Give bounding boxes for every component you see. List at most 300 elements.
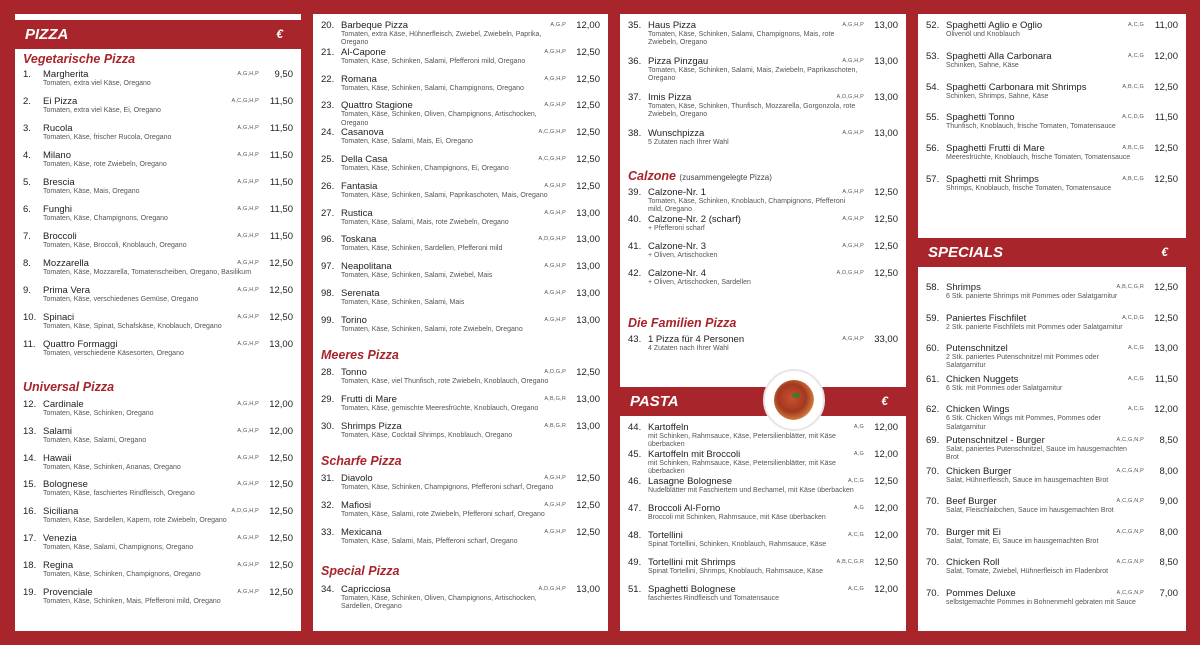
item-name: Della Casa [341,154,388,165]
menu-item-universal [23,533,293,559]
item-description: 2 Stk. panierte Fischfilets mit Pommes oder Salatgarnitur [946,323,1123,331]
menu-item-pizza [321,315,600,341]
menu-item-veg [23,150,293,176]
item-name: Cardinale [43,399,84,410]
item-price: 13,00 [576,234,600,246]
item-description: Broccoli mit Schinken, Rahmsauce, mit Käse überbacken [648,514,826,521]
item-price: 12,50 [576,367,600,378]
item-name: Haus Pizza [648,20,697,31]
calzone-subtitle: (zusammengelegte Pizza) [679,173,772,182]
item-number: 5. [23,177,31,188]
item-number: 38. [628,128,642,139]
item-price: 12,50 [1154,81,1178,93]
menu-item-pasta [628,530,898,556]
menu-item-special [926,282,1178,308]
item-description: Shrimps, Knoblauch, frische Tomaten, Tomatensauce [946,185,1112,192]
item-number: 28. [321,367,335,378]
item-price: 8,00 [1159,465,1178,477]
item-allergens: A,C,G [1128,375,1144,382]
item-allergens: A,G,H,P [237,260,259,266]
item-price: 12,50 [874,476,898,487]
item-allergens: A,C,G [1128,22,1144,28]
item-name: Rustica [341,207,373,219]
item-price: 13,00 [576,314,600,326]
item-allergens: A,C,G,H,P [538,156,566,162]
item-name: Brescia [43,177,75,188]
item-description: + Oliven, Artischocken, Sardellen [648,279,751,286]
item-allergens: A,G [853,424,864,430]
item-description: Tomaten, Käse, Schinken, Oliven, Champignons, Artischocken, Sardellen, Oregano [341,595,537,611]
item-allergens: A,G,H,P [842,58,864,64]
item-name: Quattro Stagione [341,100,413,112]
menu-item-veg [23,339,293,365]
item-name: Capricciosa [341,584,391,595]
menu-item-pizza-house [628,92,898,118]
item-description: 2 Stk. paniertes Putenschnitzel mit Pommes oder Salatgarnitur [946,354,1099,370]
item-name: Burger mit Ei [946,526,1001,538]
item-allergens: A,G,H,P [842,22,864,28]
item-price: 13,00 [874,20,898,31]
item-name: Broccoli [43,231,77,242]
item-allergens: A,D,G,H,P [231,508,259,515]
item-description: Tomaten, Käse, Schinken, Sardellen, Pfefferoni mild [341,245,503,253]
item-description: Tomaten, Käse, Sardellen, Kapern, rote Zwiebeln, Oregano [43,517,227,525]
item-price: 12,50 [576,499,600,511]
menu-item-pizza [321,181,600,207]
item-number: 15. [23,479,37,491]
item-allergens: A,D,G,H,P [836,94,864,100]
menu-item-veg [23,258,293,284]
item-price: 13,00 [576,288,600,299]
menu-item-scharfe [321,527,600,553]
item-price: 12,50 [269,479,293,491]
item-price: 12,50 [874,214,898,225]
item-price: 13,00 [874,128,898,139]
item-name: Barbeque Pizza [341,20,409,31]
menu-item-pizza-house [628,56,898,82]
menu-item-veg [23,69,293,95]
menu-item-pizza [321,74,600,100]
item-name: Calzone-Nr. 4 [648,268,707,279]
menu-item-calzone [628,187,898,213]
menu-item-special [926,435,1178,461]
item-price: 12,00 [269,399,293,410]
item-number: 70. [926,557,940,569]
item-allergens: A,G,H,P [544,528,566,535]
item-number: 45. [628,449,642,460]
item-price: 12,00 [874,530,898,541]
item-allergens: A,B,C,G [1122,176,1144,182]
menu-item-meeres [321,394,600,420]
item-allergens: A,G [853,451,864,457]
item-description: Tomaten, Käse, Champignons, Oregano [43,215,168,222]
item-name: Tonno [341,367,367,378]
item-allergens: A,G,H,P [237,454,259,461]
menu-item-special [926,466,1178,492]
item-number: 17. [23,533,37,544]
item-number: 42. [628,268,642,279]
menu-panel-pasta-specials [918,14,1186,631]
item-allergens: A,G,H,P [544,501,566,508]
item-name: Chicken Roll [946,557,1000,569]
item-description: faschiertes Rindfleisch und Tomatensauce [648,595,780,602]
item-allergens: A,C,G [1128,52,1144,59]
item-description: Tomaten, Käse, Schinken, Champignons, Ei, Oregano [341,165,509,172]
item-price: 13,00 [874,56,898,67]
item-allergens: A,C,D,G [1122,114,1144,121]
item-allergens: A,G,H,P [544,209,566,216]
item-name: Calzone-Nr. 1 [648,187,707,198]
item-number: 1. [23,69,31,80]
menu-item-universal [23,560,293,586]
item-name: Spaghetti Carbonara mit Shrimps [946,81,1087,93]
item-price: 12,50 [269,586,293,598]
item-allergens: A,C,G [848,586,864,592]
item-allergens: A,G,H,P [237,314,259,320]
menu-item-pizza [321,100,600,126]
item-price: 12,50 [576,526,600,538]
item-name: Mafiosi [341,499,372,511]
item-name: Bolognese [43,479,88,491]
item-number: 61. [926,373,940,385]
menu-item-pasta [628,449,898,475]
item-description: Tomaten, Käse, Mozzarella, Tomatenscheiben, Oregano, Basilikum [43,269,252,276]
item-allergens: A,D,G,H,P [538,236,566,243]
item-number: 12. [23,399,37,410]
item-price: 12,00 [874,422,898,433]
item-allergens: A,D,G,P [544,369,566,375]
item-price: 12,50 [269,559,293,571]
menu-item-pizza [321,20,600,46]
item-name: Imis Pizza [648,92,692,103]
item-price: 12,50 [874,268,898,279]
item-name: Venezia [43,533,77,544]
item-description: Tomaten, Käse, Schinken, Oliven, Champignons, Artischocken, Oregano [341,111,537,127]
section-title-familien: Die Familien Pizza [628,316,737,330]
menu-item-special [926,496,1178,522]
item-name: Chicken Burger [946,465,1012,477]
item-number: 49. [628,557,642,568]
item-number: 57. [926,174,940,185]
item-allergens: A,B,C,G,R [836,559,864,565]
menu-item-veg [23,123,293,149]
item-price: 12,50 [576,180,600,192]
item-number: 29. [321,393,335,405]
item-description: Tomaten, Käse, Schinken, Salami, Mais, Zwiebeln, Paprikaschoten, Oregano [648,67,858,83]
menu-item-universal [23,426,293,452]
item-price: 11,50 [269,96,293,107]
item-allergens: A,G,H,P [237,535,259,541]
item-description: Spinat Tortellini, Schinken, Knoblauch, Rahmsauce, Käse [648,541,827,548]
item-number: 10. [23,312,37,323]
item-allergens: A,C,D,G [1122,314,1144,321]
item-number: 53. [926,50,940,62]
item-number: 18. [23,559,37,571]
item-name: Tortellini mit Shrimps [648,557,736,568]
item-number: 22. [321,73,335,85]
item-price: 12,50 [576,46,600,58]
item-description: Tomaten, Käse, Mais, Oregano [43,188,140,195]
item-allergens: A,G,H,P [842,336,864,342]
item-price: 12,50 [269,506,293,518]
item-price: 11,50 [269,150,293,161]
item-price: 13,00 [576,207,600,219]
item-allergens: A,G,H,P [237,152,259,158]
item-description: Tomaten, Käse, Schinken, Champignons, Oregano [43,570,201,578]
menu-item-pasta [628,503,898,529]
menu-item-spaghetti [926,51,1178,77]
item-number: 97. [321,261,335,273]
item-name: Diavolo [341,473,373,484]
item-name: Serenata [341,288,380,299]
item-allergens: A,C,G,H,P [538,129,566,136]
item-name: Al-Capone [341,46,386,58]
item-description: Tomaten, Käse, Salami, Mais, Ei, Oregano [341,138,473,146]
item-description: Schinken, Sahne, Käse [946,61,1019,69]
item-price: 12,50 [576,473,600,484]
item-number: 96. [321,234,335,246]
item-price: 12,50 [576,154,600,165]
item-name: Mexicana [341,526,382,538]
menu-panel-pizza-3-pasta [620,14,906,631]
item-description: Thunfisch, Knoblauch, frische Tomaten, Tomatensauce [946,123,1116,131]
item-allergens: A,C,G [1128,345,1144,352]
item-description: Tomaten, Käse, Schinken, Mais, Pfefferoni mild, Oregano [43,597,221,605]
item-number: 11. [23,339,36,350]
item-allergens: A,G,H,P [237,427,259,434]
item-price: 33,00 [874,334,898,345]
item-name: Lasagne Bolognese [648,476,732,487]
item-number: 3. [23,123,31,134]
item-number: 31. [321,473,335,484]
euro-symbol: € [276,27,283,41]
item-number: 16. [23,506,37,518]
item-description: mit Schinken, Rahmsauce, Käse, Petersilienblätter, mit Käse überbacken [648,433,836,449]
item-description: Nudelblätter mit Faschiertem und Bechamel, mit Käse überbacken [648,487,854,494]
item-description: Tomaten, Käse, Schinken, Salami, Champignons, Oregano [341,84,524,92]
specials-header-bar [918,238,1186,267]
item-price: 11,00 [1154,20,1178,31]
item-description: Olivenöl und Knoblauch [946,31,1020,38]
item-number: 46. [628,476,642,487]
item-number: 6. [23,204,31,215]
item-name: Neapolitana [341,261,392,273]
item-description: Tomaten, Käse, Schinken, Champignons, Pfefferoni scharf, Oregano [341,484,554,491]
item-allergens: A,G,H,P [237,588,259,595]
item-price: 12,50 [874,241,898,252]
item-price: 12,00 [576,20,600,31]
item-description: 6 Stk. Chicken Wings mit Pommes, Pommes oder Salatgarnitur [946,415,1101,431]
euro-symbol: € [881,394,888,408]
item-number: 58. [926,282,940,293]
item-price: 13,00 [1154,343,1178,355]
item-allergens: A,G,H,P [544,290,566,296]
item-number: 27. [321,207,335,219]
item-description: Schinken, Shrimps, Sahne, Käse [946,92,1049,100]
item-name: Shrimps [946,282,981,293]
item-description: Salat, Tomate, Zwiebel, Hühnerfleisch im Fladenbrot [946,568,1109,576]
item-description: Tomaten, Käse, Schinken, Oregano [43,410,154,417]
item-description: Tomaten, Käse, Schinken, Salami, rote Zwiebeln, Oregano [341,325,523,333]
item-name: Romana [341,73,377,85]
item-description: Tomaten, Käse, verschiedenes Gemüse, Oregano [43,296,199,303]
item-name: Beef Burger [946,496,997,508]
item-number: 44. [628,422,642,433]
menu-item-special [926,313,1178,339]
item-name: Spaghetti Frutti di Mare [946,143,1045,155]
item-number: 25. [321,154,335,165]
item-allergens: A,G,H,P [237,481,259,488]
item-price: 13,00 [576,261,600,273]
item-allergens: A,G,H,P [544,263,566,270]
item-allergens: A,G,P [550,22,566,28]
item-price: 12,50 [1154,282,1178,293]
item-description: Tomaten, Käse, Schinken, Salami, Champignons, Mais, rote Zwiebeln, Oregano [648,31,835,47]
menu-item-veg [23,312,293,338]
item-number: 36. [628,56,642,67]
item-price: 12,00 [1154,50,1178,62]
item-price: 12,50 [269,312,293,323]
item-number: 43. [628,334,642,345]
item-description: Tomaten, Käse, faschiertes Rindfleisch, Oregano [43,490,195,498]
item-name: Quattro Formaggi [43,339,118,350]
item-number: 98. [321,288,335,299]
item-price: 12,50 [1154,312,1178,324]
item-number: 70. [926,465,940,477]
item-name: Hawaii [43,452,72,464]
section-title-scharfe: Scharfe Pizza [321,454,402,468]
item-price: 11,50 [1154,112,1178,124]
item-number: 99. [321,314,335,326]
item-allergens: A,B,G,R [544,422,566,429]
menu-item-calzone [628,268,898,294]
item-name: Calzone-Nr. 3 [648,241,707,252]
item-number: 47. [628,503,642,514]
item-price: 11,50 [269,177,293,188]
item-price: 13,00 [576,393,600,405]
section-title-vegetarische: Vegetarische Pizza [23,52,136,66]
item-name: Chicken Nuggets [946,373,1019,385]
item-allergens: A,G,H,P [237,125,259,131]
item-price: 12,50 [1154,174,1178,185]
item-price: 12,50 [576,127,600,139]
item-number: 7. [23,231,31,242]
item-description: + Oliven, Artischocken [648,252,718,259]
item-allergens: A,C,G,N,P [1116,590,1144,596]
item-name: Paniertes Fischfilet [946,312,1027,324]
item-name: Pizza Pinzgau [648,56,709,67]
item-number: 70. [926,588,940,599]
item-allergens: A,G,H,P [237,71,259,77]
item-price: 12,50 [874,187,898,198]
item-name: Spaghetti mit Shrimps [946,174,1039,185]
item-description: Tomaten, Käse, Cocktail Shrimps, Knoblauch, Oregano [341,431,513,439]
item-price: 12,00 [269,425,293,437]
menu-item-pasta [628,476,898,502]
item-name: Putenschnitzel [946,343,1008,355]
item-number: 9. [23,285,31,296]
item-number: 70. [926,526,940,538]
menu-item-spaghetti [926,82,1178,108]
item-name: Pommes Deluxe [946,588,1016,599]
item-description: Tomaten, verschiedene Käsesorten, Oregano [43,350,184,357]
item-name: Spaghetti Tonno [946,112,1015,124]
item-number: 13. [23,425,37,437]
menu-item-scharfe [321,500,600,526]
item-number: 34. [321,584,335,595]
item-allergens: A,C,G [848,478,864,484]
item-allergens: A,G,H,P [237,206,259,212]
menu-panel-pizza-2 [313,14,608,631]
item-description: selbstgemachte Pommes in Bohnenmehl gebraten mit Sauce [946,599,1136,606]
item-description: Tomaten, Käse, Broccoli, Knoblauch, Oregano [43,242,187,249]
item-description: Tomaten, Käse, Schinken, Salami, Mais [341,299,465,306]
item-number: 48. [628,530,642,541]
menu-item-meeres [321,421,600,447]
item-description: Tomaten, Käse, Spinat, Schafskäse, Knoblauch, Oregano [43,323,222,330]
item-number: 26. [321,180,335,192]
item-number: 4. [23,150,31,161]
item-allergens: A,G,H,P [544,48,566,55]
item-description: Tomaten, Käse, rote Zwiebeln, Oregano [43,161,167,168]
item-name: Siciliana [43,506,79,518]
item-name: Fantasia [341,180,378,192]
item-name: Putenschnitzel - Burger [946,435,1045,446]
item-price: 12,00 [1154,404,1178,416]
item-number: 24. [321,127,335,139]
menu-item-spaghetti [926,174,1178,200]
item-name: Mozzarella [43,258,89,269]
menu-item-veg [23,231,293,257]
menu-item-special [926,557,1178,583]
menu-item-pizza-house [628,128,898,154]
item-number: 14. [23,452,37,464]
item-allergens: A,G [853,505,864,511]
item-number: 23. [321,100,335,112]
item-number: 40. [628,214,642,225]
item-allergens: A,C,G,N,P [1116,498,1144,505]
item-price: 9,00 [1159,496,1178,508]
item-allergens: A,G,H,P [237,341,259,347]
item-price: 12,50 [874,557,898,568]
item-price: 13,00 [576,584,600,595]
item-name: Toskana [341,234,377,246]
item-price: 11,50 [269,204,293,215]
item-number: 62. [926,404,940,416]
item-description: + Pfefferoni scharf [648,225,705,232]
menu-item-veg [23,204,293,230]
item-price: 12,00 [874,584,898,595]
item-name: Wunschpizza [648,128,705,139]
menu-item-universal [23,479,293,505]
menu-item-special [926,404,1178,430]
item-name: Spaghetti Alla Carbonara [946,50,1052,62]
menu-item-veg [23,177,293,203]
item-allergens: A,G,H,P [544,316,566,323]
item-price: 8,00 [1159,526,1178,538]
item-price: 12,50 [1154,143,1178,155]
item-price: 8,50 [1159,435,1178,446]
item-allergens: A,D,G,H,P [538,586,566,592]
item-allergens: A,G,H,P [842,189,864,195]
euro-symbol: € [1161,245,1168,259]
menu-item-special [926,588,1178,614]
pasta-header-title: PASTA [630,393,679,410]
item-number: 30. [321,420,335,432]
calzone-title: Calzone [628,169,676,183]
section-title-calzone [628,169,906,183]
item-allergens: A,G,H,P [842,216,864,222]
